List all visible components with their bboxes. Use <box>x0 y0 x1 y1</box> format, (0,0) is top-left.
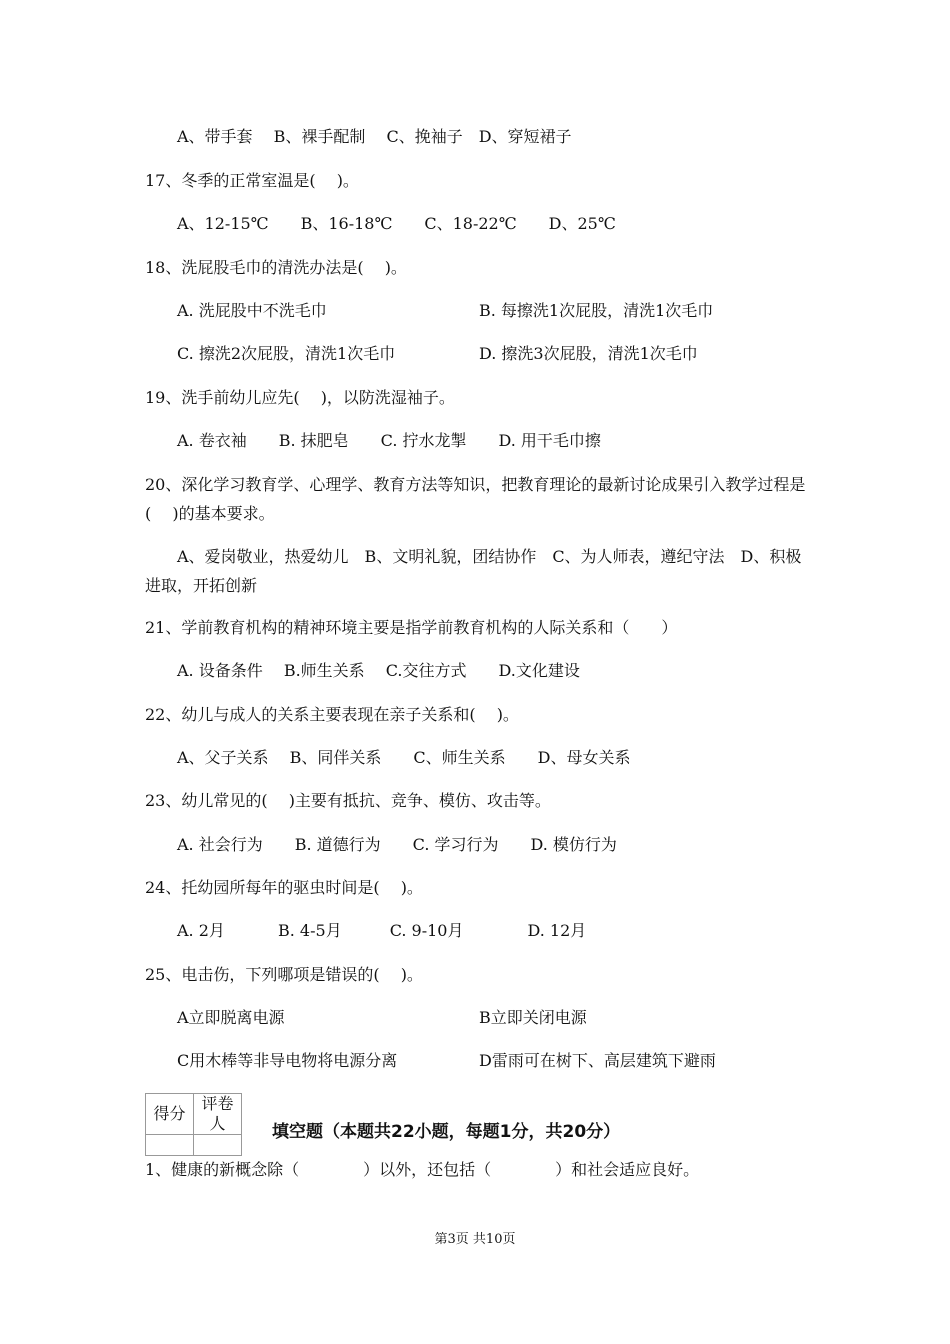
question-19: 19、洗手前幼儿应先( )，以防洗湿袖子。 <box>145 388 455 407</box>
grader-cell <box>194 1135 242 1156</box>
q18-option-a: A. 洗屁股中不洗毛巾 <box>177 301 327 320</box>
score-header: 得分 <box>146 1094 194 1135</box>
grader-header: 评卷人 <box>194 1094 242 1135</box>
score-cell <box>146 1135 194 1156</box>
q19-options: A. 卷衣袖 B. 抹肥皂 C. 拧水龙掣 D. 用干毛巾擦 <box>177 431 601 450</box>
q23-options: A. 社会行为 B. 道德行为 C. 学习行为 D. 模仿行为 <box>177 835 617 854</box>
question-22: 22、幼儿与成人的关系主要表现在亲子关系和( )。 <box>145 705 519 724</box>
question-25: 25、电击伤，下列哪项是错误的( )。 <box>145 965 423 984</box>
q22-options: A、父子关系 B、同伴关系 C、师生关系 D、母女关系 <box>177 748 631 767</box>
fill-question-1: 1、健康的新概念除（ ）以外，还包括（ ）和社会适应良好。 <box>145 1160 700 1179</box>
score-table <box>145 1093 242 1156</box>
q18-option-b: B. 每擦洗1次屁股，清洗1次毛巾 <box>479 301 714 320</box>
q17-options: A、12-15℃ B、16-18℃ C、18-22℃ D、25℃ <box>177 214 616 233</box>
q18-option-d: D. 擦洗3次屁股，清洗1次毛巾 <box>479 344 698 363</box>
question-23: 23、幼儿常见的( )主要有抵抗、竞争、模仿、攻击等。 <box>145 791 551 810</box>
q21-options: A. 设备条件 B.师生关系 C.交往方式 D.文化建设 <box>177 661 580 680</box>
q25-option-d: D雷雨可在树下、高层建筑下避雨 <box>479 1051 716 1070</box>
question-20: 20、深化学习教育学、心理学、教育方法等知识，把教育理论的最新讨论成果引入教学过程是( )的基本要求。 <box>145 475 806 523</box>
question-24: 24、托幼园所每年的驱虫时间是( )。 <box>145 878 423 897</box>
q25-option-a: A立即脱离电源 <box>177 1008 285 1027</box>
page-footer: 第3页 共10页 <box>434 1232 516 1247</box>
question-18: 18、洗屁股毛巾的清洗办法是( )。 <box>145 258 407 277</box>
question-21: 21、学前教育机构的精神环境主要是指学前教育机构的人际关系和（ ） <box>145 618 678 637</box>
q25-option-b: B立即关闭电源 <box>479 1008 587 1027</box>
question-17: 17、冬季的正常室温是( )。 <box>145 171 359 190</box>
q16-options: A、带手套 B、裸手配制 C、挽袖子 D、穿短裙子 <box>177 127 572 146</box>
q24-options: A. 2月 B. 4-5月 C. 9-10月 D. 12月 <box>177 921 587 940</box>
q20-options: A、爱岗敬业，热爱幼儿 B、文明礼貌，团结协作 C、为人师表，遵纪守法 D、积极进取，开拓创新 <box>145 547 802 595</box>
q25-option-c: C用木棒等非导电物将电源分离 <box>177 1051 398 1070</box>
section-title: 填空题（本题共22小题，每题1分，共20分） <box>272 1122 621 1142</box>
q18-option-c: C. 擦洗2次屁股，清洗1次毛巾 <box>177 344 396 363</box>
